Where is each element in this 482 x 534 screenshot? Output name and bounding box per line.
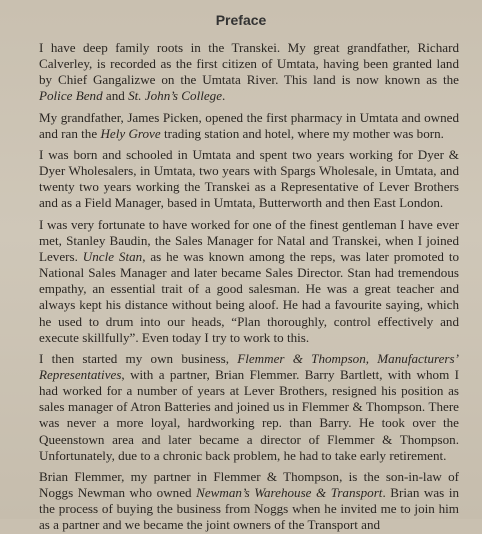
text-run: . (222, 88, 226, 104)
italic-phrase: St. John’s College (128, 88, 223, 104)
italic-phrase: Uncle Stan (82, 248, 143, 264)
italic-phrase: Newman’s Warehouse & Transport (196, 485, 383, 501)
paragraph (39, 147, 459, 212)
text-run: trading station and hotel, where my mother was born. (160, 125, 444, 141)
preface-body (39, 40, 459, 534)
text-run: , as he was known among the reps, was later promoted to National Sales Manager and later became Sales Director. Stan had tremendous empathy, an essential trait of a good salesman. He was a great teacher and always kept his distance without being aloof. He had a favourite saying, which he used to drum into our heads, “Plan thoroughly, control effectively and execute skillfully”. Even today I try to work to this. (39, 248, 460, 345)
paragraph (39, 469, 459, 534)
text-run: I then started my own business, (39, 350, 238, 366)
text-run: Brian Flemmer, my partner in Flemmer & Thompson, is the son-in-law of Noggs Newman who owned (39, 468, 459, 501)
italic-phrase: Police Bend (39, 88, 103, 104)
text-run: I was very fortunate to have worked for one of the finest gentleman I have ever met, Stanley Baudin, the Sales Manager for Natal and Transkei, when I joined Levers. (39, 216, 459, 264)
italic-phrase: Hely Grove (100, 125, 161, 141)
paragraph (39, 351, 459, 464)
paragraph (39, 110, 459, 142)
text-run: and (102, 88, 129, 104)
paragraph (39, 217, 459, 346)
text-run: I have deep family roots in the Transkei. My great grandfather, Richard Calverley, is recorded as the first citizen of Umtata, having been granted land by Chief Gangalizwe on the Umtata River. This land is now known as the (39, 40, 459, 88)
text-run: , with a partner, Brian Flemmer. Barry Bartlett, with whom I had worked for a number of years at Lever Brothers, resigned his position as sales manager of Atron Batteries and joined us in Flemmer & Thompson. There was never a more loyal, hardworking rep. than Barry. He took over the Queenstown area and later became a director of Flemmer & Thompson. Unfortunately, due to a chronic back problem, he had to take early retirement. (39, 366, 459, 463)
paragraph (39, 40, 459, 105)
page-title: Preface (215, 12, 267, 28)
italic-phrase: Flemmer & Thompson, Manufacturers’ Representatives (39, 350, 459, 382)
text-run: I was born and schooled in Umtata and spent two years working for Dyer & Dyer Wholesalers, in Umtata, two years with Spargs Wholesale, in Umtata, and twenty two years working the Transkei as a Representative of Lever Brothers and as a Field Manager, based in Umtata, Butterworth and then East London. (39, 146, 459, 211)
text-run: My grandfather, James Picken, opened the first pharmacy in Umtata and owned and ran the (39, 109, 459, 141)
text-run: . Brian was in the process of buying the business from Noggs when he invited me to join him as a partner and we became the joint owners of the Transport and (39, 485, 460, 533)
